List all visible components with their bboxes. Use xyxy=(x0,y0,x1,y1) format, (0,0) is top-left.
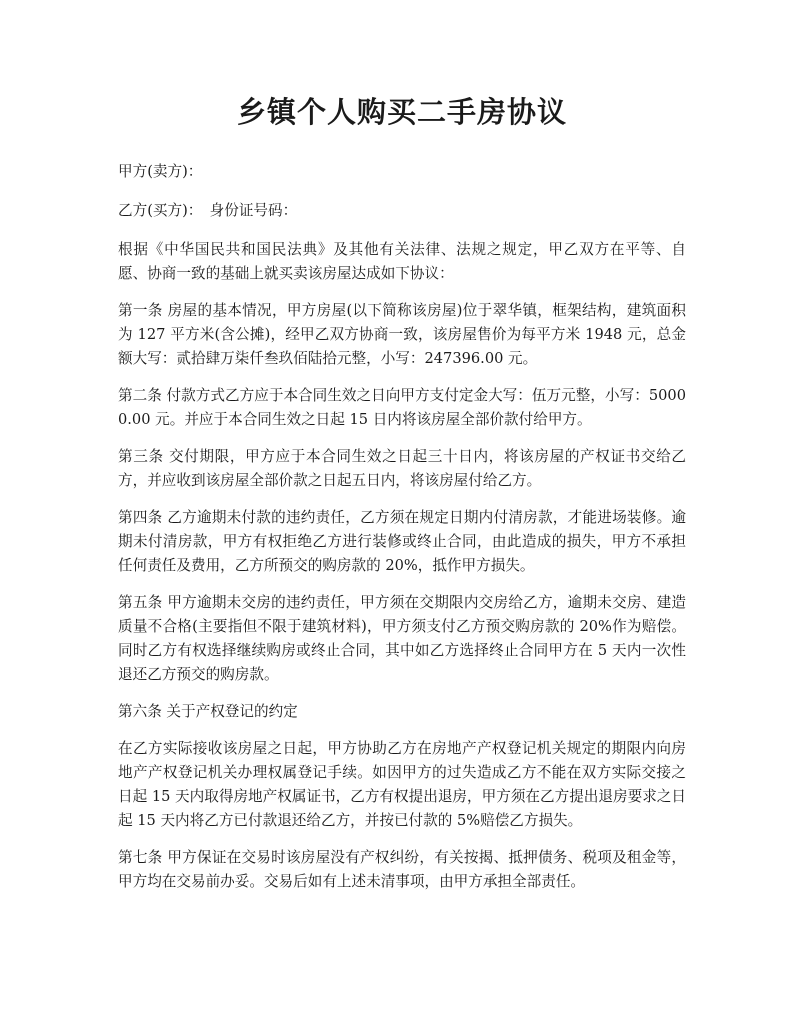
article-6-heading: 第六条 关于产权登记的约定 xyxy=(118,703,298,720)
article-6-paragraph: 在乙方实际接收该房屋之日起，甲方协助乙方在房地产产权登记机关规定的期限内向房地产产权登记机关办理权属登记手续。如因甲方的过失造成乙方不能在双方实际交接之日起 15 天内取得房地产权属证书，乙方有权提出退房，甲方须在乙方提出退房要求之日起 15 天内将乙方已付款退还给乙方，并按已付款的 5%赔偿乙方损失。 xyxy=(118,740,686,829)
buyer-line: 乙方(买方)： 身份证号码： xyxy=(118,202,298,219)
document-title: 乡镇个人购买二手房协议 xyxy=(236,95,567,129)
article-1-paragraph: 第一条 房屋的基本情况，甲方房屋(以下简称该房屋)位于翠华镇，框架结构，建筑面积为 127 平方米(含公摊)，经甲乙双方协商一致，该房屋售价为每平方米 1948 元，总金额大写：贰拾肆万柒仟叁玖佰陆拾元整，小写：247396.00 元。 xyxy=(118,302,686,367)
article-3-paragraph: 第三条 交付期限，甲方应于本合同生效之日起三十日内，将该房屋的产权证书交给乙方，并应收到该房屋全部价款之日起五日内，将该房屋付给乙方。 xyxy=(118,448,686,489)
seller-line: 甲方(卖方)： xyxy=(118,163,203,180)
article-2-paragraph: 第二条 付款方式乙方应于本合同生效之日向甲方支付定金大写：伍万元整，小写：50000.00 元。并应于本合同生效之日起 15 日内将该房屋全部价款付给甲方。 xyxy=(118,387,686,428)
preamble-paragraph: 根据《中华国民共和国民法典》及其他有关法律、法规之规定，甲乙双方在平等、自愿、协商一致的基础上就买卖该房屋达成如下协议： xyxy=(118,241,686,282)
article-5-paragraph: 第五条 甲方逾期未交房的违约责任，甲方须在交期限内交房给乙方，逾期未交房、建造质量不合格(主要指但不限于建筑材料)，甲方须支付乙方预交购房款的 20%作为赔偿。同时乙方有权选择继续购房或终止合同，其中如乙方选择终止合同甲方在 5 天内一次性退还乙方预交的购房款。 xyxy=(118,594,686,683)
article-4-paragraph: 第四条 乙方逾期未付款的违约责任，乙方须在规定日期内付清房款，才能进场装修。逾期未付清房款，甲方有权拒绝乙方进行装修或终止合同，由此造成的损失，甲方不承担任何责任及费用，乙方所预交的购房款的 20%，抵作甲方损失。 xyxy=(118,509,686,574)
article-7-paragraph: 第七条 甲方保证在交易时该房屋没有产权纠纷，有关按揭、抵押债务、税项及租金等，甲方均在交易前办妥。交易后如有上述未清事项，由甲方承担全部责任。 xyxy=(118,849,686,890)
